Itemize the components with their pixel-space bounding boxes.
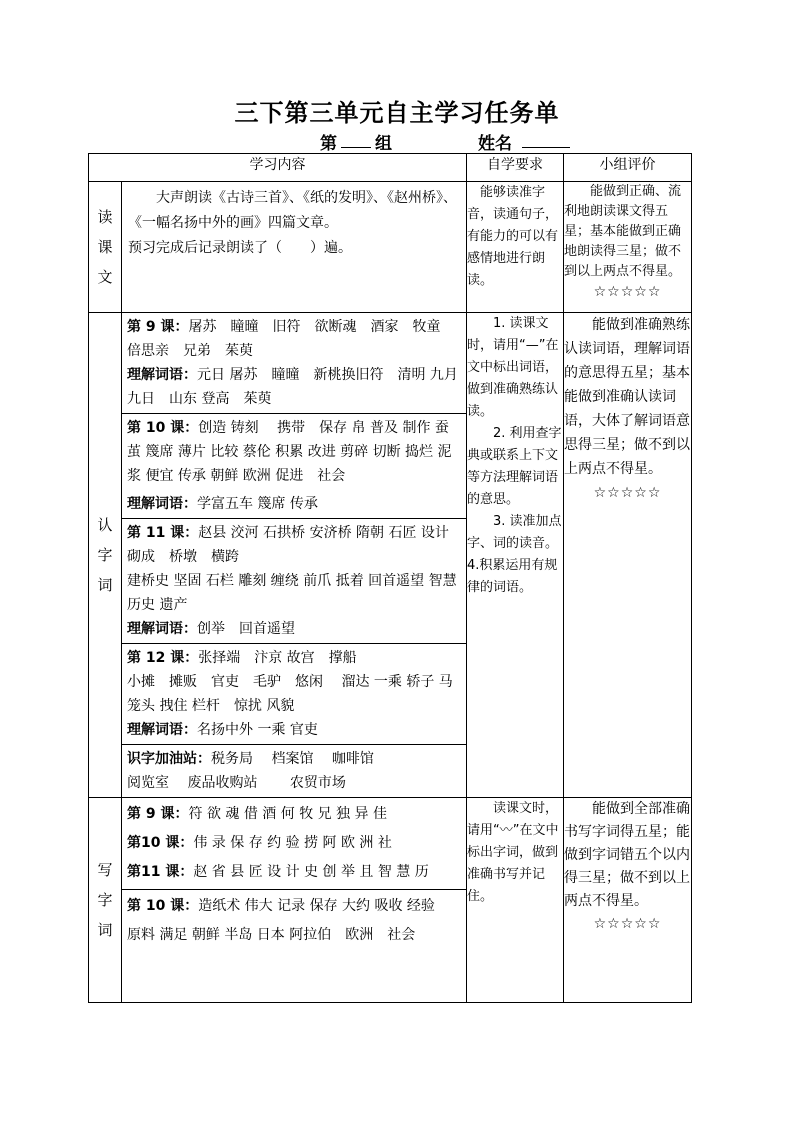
reading-text: 大声朗读《古诗三首》、《纸的发明》、《赵州桥》、《一幅名扬中外的画》四篇文章。 <box>128 190 457 231</box>
header-evaluation: 小组评价 <box>564 154 692 182</box>
lesson-10-understand <box>122 490 466 519</box>
write-label: 写 字 词 <box>89 798 122 1003</box>
recognize-requirement <box>467 313 564 798</box>
write-words-list <box>122 890 466 952</box>
reading-count: 预习完成后记录朗读了（ ）遍。 <box>128 240 352 256</box>
group-prefix: 第 <box>320 134 337 154</box>
reading-stars[interactable]: ☆☆☆☆☆ <box>593 284 662 300</box>
understand-words: 名扬中外 一乘 官吏 <box>197 722 318 738</box>
write-evaluation <box>564 798 692 1003</box>
reading-requirement-text: 能够读准字音，读通句子，有能力的可以有感情地进行朗读。 <box>467 185 559 288</box>
lesson-head: 第 9 课： <box>127 806 189 822</box>
lesson-head: 第10 课： <box>127 835 194 851</box>
lesson-head: 第 12 课： <box>127 650 199 666</box>
write-row <box>89 798 692 1003</box>
lesson-head: 第 11 课： <box>127 525 199 541</box>
header-content: 学习内容 <box>89 154 467 182</box>
task-table <box>88 153 692 1003</box>
write-stars[interactable]: ☆☆☆☆☆ <box>593 916 662 932</box>
write-chars-list <box>122 798 466 890</box>
station-label: 识字加油站： <box>127 751 211 767</box>
write-content <box>122 798 467 1003</box>
lesson-extra-words: 小摊 摊贩 官吏 毛驴 悠闲 溜达 一乘 轿子 马笼头 拽住 栏杆 惊扰 风貌 <box>127 674 453 714</box>
recognize-label: 认 字 词 <box>89 313 122 798</box>
lesson-10-words <box>122 414 466 490</box>
lesson-head: 第 10 课： <box>127 898 199 914</box>
lesson-extra-words: 建桥史 坚固 石栏 雕刻 缠绕 前爪 抵着 回首遥望 智慧 历史 遗产 <box>127 573 457 613</box>
write-requirement <box>467 798 564 1003</box>
header-requirement: 自学要求 <box>467 154 564 182</box>
reading-content <box>122 182 467 313</box>
lesson-9-words <box>122 313 466 414</box>
write-requirement-text: 读课文时，请用“〰”在文中标出字词，做到准确书写并记住。 <box>467 801 559 904</box>
reading-requirement <box>467 182 564 313</box>
understand-label: 理解词语： <box>127 367 197 383</box>
write-line <box>127 800 461 829</box>
reading-evaluation <box>564 182 692 313</box>
lesson-words: 赵县 洨河 石拱桥 安济桥 隋朝 石匠 设计 砌成 桥墩 横跨 <box>127 525 463 565</box>
reading-row <box>89 182 692 313</box>
lesson-11-words <box>122 519 466 644</box>
understand-label: 理解词语： <box>127 496 197 512</box>
station-line-2: 阅览室 废品收购站 农贸市场 <box>127 775 346 791</box>
write-evaluation-text: 能做到全部准确书写字词得五星；能做到字词错五个以内得三星；做不到以上两点不得星。 <box>564 801 690 909</box>
lesson-words: 屠苏 瞳曈 旧符 欲断魂 酒家 牧童 倍思亲 兄弟 茱萸 <box>127 319 455 359</box>
reading-evaluation-text: 能做到正确、流利地朗读课文得五星；基本能做到正确地朗读得三星；做不到以上两点不得星。 <box>564 184 682 279</box>
requirement-item: 4.积累运用有规律的词语。 <box>467 558 558 595</box>
understand-label: 理解词语： <box>127 621 197 637</box>
lesson-head: 第 10 课： <box>127 420 199 436</box>
recognize-row <box>89 313 692 798</box>
recognize-content <box>122 313 467 798</box>
requirement-item: 3. 读准加点字、词的读音。 <box>467 514 562 551</box>
literacy-station <box>122 745 466 797</box>
recognize-stars[interactable]: ☆☆☆☆☆ <box>593 485 662 501</box>
requirement-item: 1. 读课文时，请用“—”在文中标出词语，做到准确熟练认读。 <box>467 316 559 419</box>
write-chars: 赵 省 县 匠 设 计 史 创 举 且 智 慧 历 <box>193 864 429 880</box>
understand-label: 理解词语： <box>127 722 197 738</box>
write-chars: 符 欲 魂 借 酒 何 牧 兄 独 异 佳 <box>188 806 388 822</box>
write-words-2: 原料 满足 朝鲜 半岛 日本 阿拉伯 欧洲 社会 <box>127 927 416 943</box>
recognize-evaluation <box>564 313 692 798</box>
write-chars: 伟 录 保 存 约 验 捞 阿 欧 洲 社 <box>193 835 392 851</box>
station-line-1: 税务局 档案馆 咖啡馆 <box>211 751 374 767</box>
table-header-row <box>89 154 692 182</box>
write-line <box>127 858 461 887</box>
group-suffix: 组 <box>375 134 392 154</box>
group-name-line <box>0 129 794 153</box>
lesson-words: 创造 铸刻 携带 保存 帛 普及 制作 蚕茧 篾席 薄片 比较 蔡伦 积累 改进 剪碎 切断 捣烂 泥浆 便宜 传承 朝鲜 欧洲 促进 社会 <box>127 420 452 484</box>
group-blank[interactable] <box>341 129 371 148</box>
lesson-head: 第11 课： <box>127 864 194 880</box>
page-title: 三下第三单元自主学习任务单 <box>234 99 560 127</box>
lesson-12-words <box>122 644 466 745</box>
reading-label: 读 课 文 <box>89 182 122 313</box>
requirement-item: 2. 利用查字典或联系上下文等方法理解词语的意思。 <box>467 426 562 507</box>
write-line <box>127 829 461 858</box>
understand-words: 学富五车 篾席 传承 <box>197 496 318 512</box>
lesson-words: 张择端 汴京 故宫 撑船 <box>198 650 357 666</box>
lesson-head: 第 9 课： <box>127 319 189 335</box>
recognize-evaluation-text: 能做到准确熟练认读词语，理解词语的意思得五星；基本能做到准确认读词语，大体了解词语意思得三星；做不到以上两点不得星。 <box>564 317 690 477</box>
write-words-1: 造纸术 伟大 记录 保存 大约 吸收 经验 <box>198 898 435 914</box>
understand-words: 元日 屠苏 瞳曈 新桃换旧符 清明 九月九日 山东 登高 茱萸 <box>127 367 458 407</box>
understand-words: 创举 回首遥望 <box>197 621 295 637</box>
name-blank[interactable] <box>522 129 570 148</box>
name-label: 姓名 <box>478 134 512 154</box>
